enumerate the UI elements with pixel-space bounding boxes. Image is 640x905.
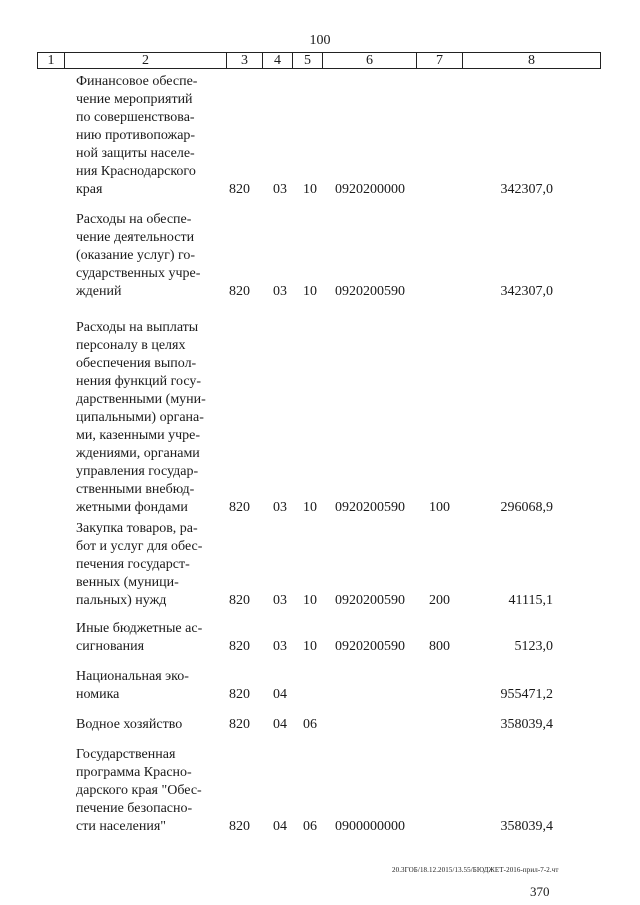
description-line: по совершенствова- (76, 110, 195, 125)
cell-c8: 342307,0 (500, 182, 553, 197)
cell-c7: 100 (429, 500, 450, 515)
row-description (76, 620, 222, 656)
row-description (76, 73, 222, 199)
cell-c3: 820 (229, 284, 250, 299)
description-line: Финансовое обеспе- (76, 74, 198, 89)
description-line: печения государст- (76, 557, 190, 572)
footer-code: 20.3ГОБ/18.12.2015/13.55/БЮДЖЕТ-2016-прил-7-2.чт (392, 866, 559, 874)
row-description (76, 319, 222, 517)
row-description (76, 746, 222, 836)
cell-c8: 296068,9 (500, 500, 553, 515)
description-line: нию противопожар- (76, 128, 196, 143)
cell-c8: 358039,4 (500, 717, 553, 732)
description-line: ственными внебюд- (76, 482, 195, 497)
cell-c3: 820 (229, 819, 250, 834)
cell-c8: 342307,0 (500, 284, 553, 299)
page-number: 100 (309, 33, 331, 48)
row-description (76, 716, 222, 734)
description-line: персоналу в целях (76, 338, 186, 353)
description-line: чение мероприятий (76, 92, 193, 107)
description-line: ной защиты населе- (76, 146, 195, 161)
cell-c8: 955471,2 (500, 687, 553, 702)
description-line: номика (76, 687, 120, 702)
cell-c7: 200 (429, 593, 450, 608)
cell-c7: 800 (429, 639, 450, 654)
description-line: печение безопасно- (76, 801, 193, 816)
row-description (76, 668, 222, 704)
description-line: нения функций госу- (76, 374, 202, 389)
cell-c5: 10 (303, 639, 317, 654)
header-col-7: 7 (416, 53, 462, 68)
header-col-2: 2 (64, 53, 226, 68)
description-line: ми, казенными учре- (76, 428, 201, 443)
cell-c4: 03 (273, 182, 287, 197)
description-line: (оказание услуг) го- (76, 248, 196, 263)
cell-c4: 04 (273, 687, 287, 702)
description-line: ждениями, органами (76, 446, 200, 461)
header-col-8: 8 (462, 53, 600, 68)
header-col-6: 6 (322, 53, 416, 68)
description-line: Закупка товаров, ра- (76, 521, 198, 536)
description-line: сти населения" (76, 819, 166, 834)
cell-c8: 41115,1 (508, 593, 553, 608)
cell-c5: 10 (303, 500, 317, 515)
description-line: ждений (76, 284, 122, 299)
description-line: Расходы на выплаты (76, 320, 199, 335)
description-line: жетными фондами (76, 500, 188, 515)
cell-c6: 0920200590 (335, 500, 405, 515)
cell-c8: 5123,0 (514, 639, 553, 654)
cell-c6: 0920200000 (335, 182, 405, 197)
cell-c6: 0920200590 (335, 593, 405, 608)
cell-c4: 03 (273, 500, 287, 515)
footer-page-number: 370 (530, 884, 550, 899)
description-line: управления государ- (76, 464, 199, 479)
cell-c3: 820 (229, 182, 250, 197)
description-line: сударственных учре- (76, 266, 201, 281)
cell-c6: 0900000000 (335, 819, 405, 834)
row-description (76, 520, 222, 610)
description-line: Национальная эко- (76, 669, 189, 684)
description-line: бот и услуг для обес- (76, 539, 203, 554)
cell-c4: 03 (273, 284, 287, 299)
row-description (76, 211, 222, 301)
description-line: дарственными (муни- (76, 392, 206, 407)
description-line: дарского края "Обес- (76, 783, 202, 798)
description-line: чение деятельности (76, 230, 195, 245)
header-col-3: 3 (226, 53, 262, 68)
cell-c5: 10 (303, 284, 317, 299)
cell-c3: 820 (229, 687, 250, 702)
table-header-row (37, 52, 601, 69)
cell-c6: 0920200590 (335, 639, 405, 654)
header-col-1: 1 (47, 53, 55, 68)
cell-c3: 820 (229, 593, 250, 608)
description-line: Иные бюджетные ас- (76, 621, 203, 636)
cell-c4: 03 (273, 593, 287, 608)
cell-c5: 10 (303, 593, 317, 608)
description-line: венных (муници- (76, 575, 179, 590)
description-line: Расходы на обеспе- (76, 212, 192, 227)
cell-c3: 820 (229, 639, 250, 654)
cell-c8: 358039,4 (500, 819, 553, 834)
description-line: ципальными) органа- (76, 410, 204, 425)
cell-c5: 06 (303, 819, 317, 834)
cell-c5: 06 (303, 717, 317, 732)
cell-c5: 10 (303, 182, 317, 197)
description-line: края (76, 182, 103, 197)
description-line: сигнования (76, 639, 145, 654)
description-line: пальных) нужд (76, 593, 167, 608)
description-line: Государственная (76, 747, 176, 762)
header-col-5: 5 (292, 53, 322, 68)
description-line: программа Красно- (76, 765, 192, 780)
cell-c6: 0920200590 (335, 284, 405, 299)
cell-c3: 820 (229, 500, 250, 515)
cell-c4: 04 (273, 717, 287, 732)
cell-c4: 04 (273, 819, 287, 834)
cell-c4: 03 (273, 639, 287, 654)
header-col-4: 4 (262, 53, 292, 68)
cell-c3: 820 (229, 717, 250, 732)
description-line: ния Краснодарского (76, 164, 196, 179)
description-line: обеспечения выпол- (76, 356, 197, 371)
description-line: Водное хозяйство (76, 717, 183, 732)
